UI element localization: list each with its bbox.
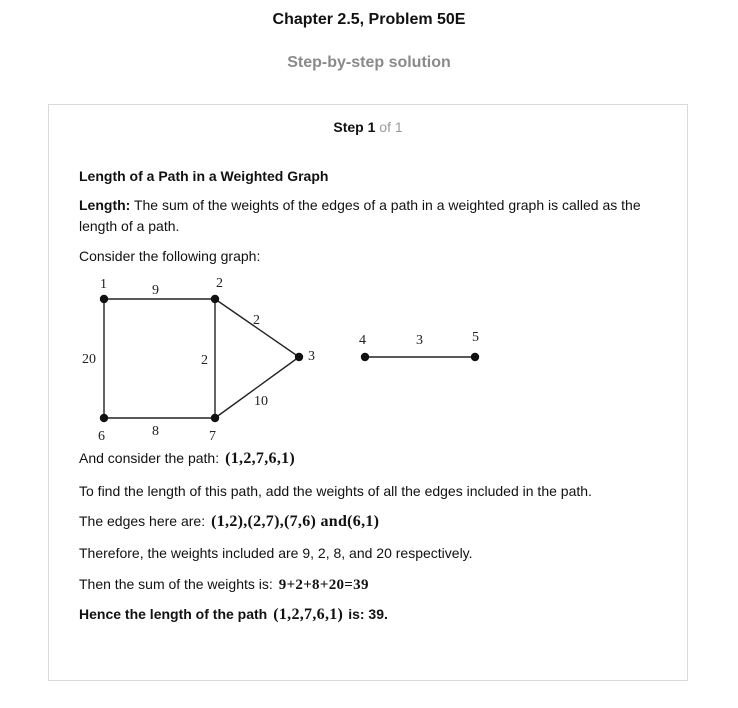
solution-subtitle: Step-by-step solution	[287, 54, 451, 71]
sum-math: 9+2+8+20=39	[278, 577, 369, 593]
definition-term: Length:	[79, 197, 131, 213]
sum-line	[79, 574, 669, 596]
vertex-label-2: 2	[216, 276, 223, 291]
definition-text: The sum of the weights of the edges of a path in a weighted graph is called as the length of a path.	[79, 197, 641, 234]
step-label: Step	[333, 119, 364, 135]
weight-label-7-3: 10	[254, 394, 268, 409]
section-heading: Length of a Path in a Weighted Graph	[79, 168, 329, 184]
page-title: Chapter 2.5, Problem 50E	[272, 11, 466, 28]
vertex-4	[361, 353, 369, 361]
weighted-graph-figure	[79, 273, 339, 448]
vertex-5	[471, 353, 479, 361]
vertex-6	[100, 414, 108, 422]
weight-label-2-3: 2	[253, 313, 260, 328]
conclusion-math: (1,2,7,6,1)	[273, 606, 344, 623]
vertex-1	[100, 295, 108, 303]
vertex-label-1: 1	[100, 277, 107, 292]
step-indicator	[49, 119, 687, 135]
edges-label: The edges here are:	[79, 513, 206, 529]
conclusion-pre: Hence the length of the path	[79, 606, 268, 622]
weights-text: Therefore, the weights included are 9, 2, 8, and 20 respectively.	[79, 545, 473, 561]
edges-line	[79, 511, 669, 532]
vertex-label-6: 6	[98, 429, 105, 444]
definition-paragraph	[79, 195, 669, 237]
path-math: (1,2,7,6,1)	[225, 450, 296, 467]
vertex-7	[211, 414, 219, 422]
vertex-3	[295, 353, 303, 361]
step-number: 1	[367, 119, 376, 135]
edge-2-3	[215, 299, 299, 357]
sum-label: Then the sum of the weights is:	[79, 576, 273, 592]
weight-label-1-2: 9	[152, 283, 159, 298]
weight-label-6-7: 8	[152, 424, 159, 439]
step-total: of 1	[379, 119, 403, 135]
vertex-label-4: 4	[359, 333, 366, 348]
consider-path-label: And consider the path:	[79, 450, 220, 466]
conclusion-line	[79, 604, 669, 625]
weight-label-2-7: 2	[201, 353, 208, 368]
weighted-graph-component-4-5	[349, 327, 489, 387]
vertex-label-5: 5	[472, 330, 479, 345]
vertex-label-3: 3	[308, 349, 315, 364]
edges-math: (1,2),(2,7),(7,6) and(6,1)	[211, 513, 380, 530]
find-length-text: To find the length of this path, add the weights of all the edges included in the path.	[79, 483, 592, 499]
consider-path-line	[79, 448, 669, 469]
vertex-2	[211, 295, 219, 303]
solution-card	[48, 104, 688, 681]
consider-graph-text: Consider the following graph:	[79, 248, 261, 264]
vertex-label-7: 7	[209, 429, 216, 444]
conclusion-post: is: 39.	[348, 606, 388, 622]
weight-label-4-5: 3	[416, 333, 423, 348]
weight-label-1-6: 20	[82, 352, 96, 367]
